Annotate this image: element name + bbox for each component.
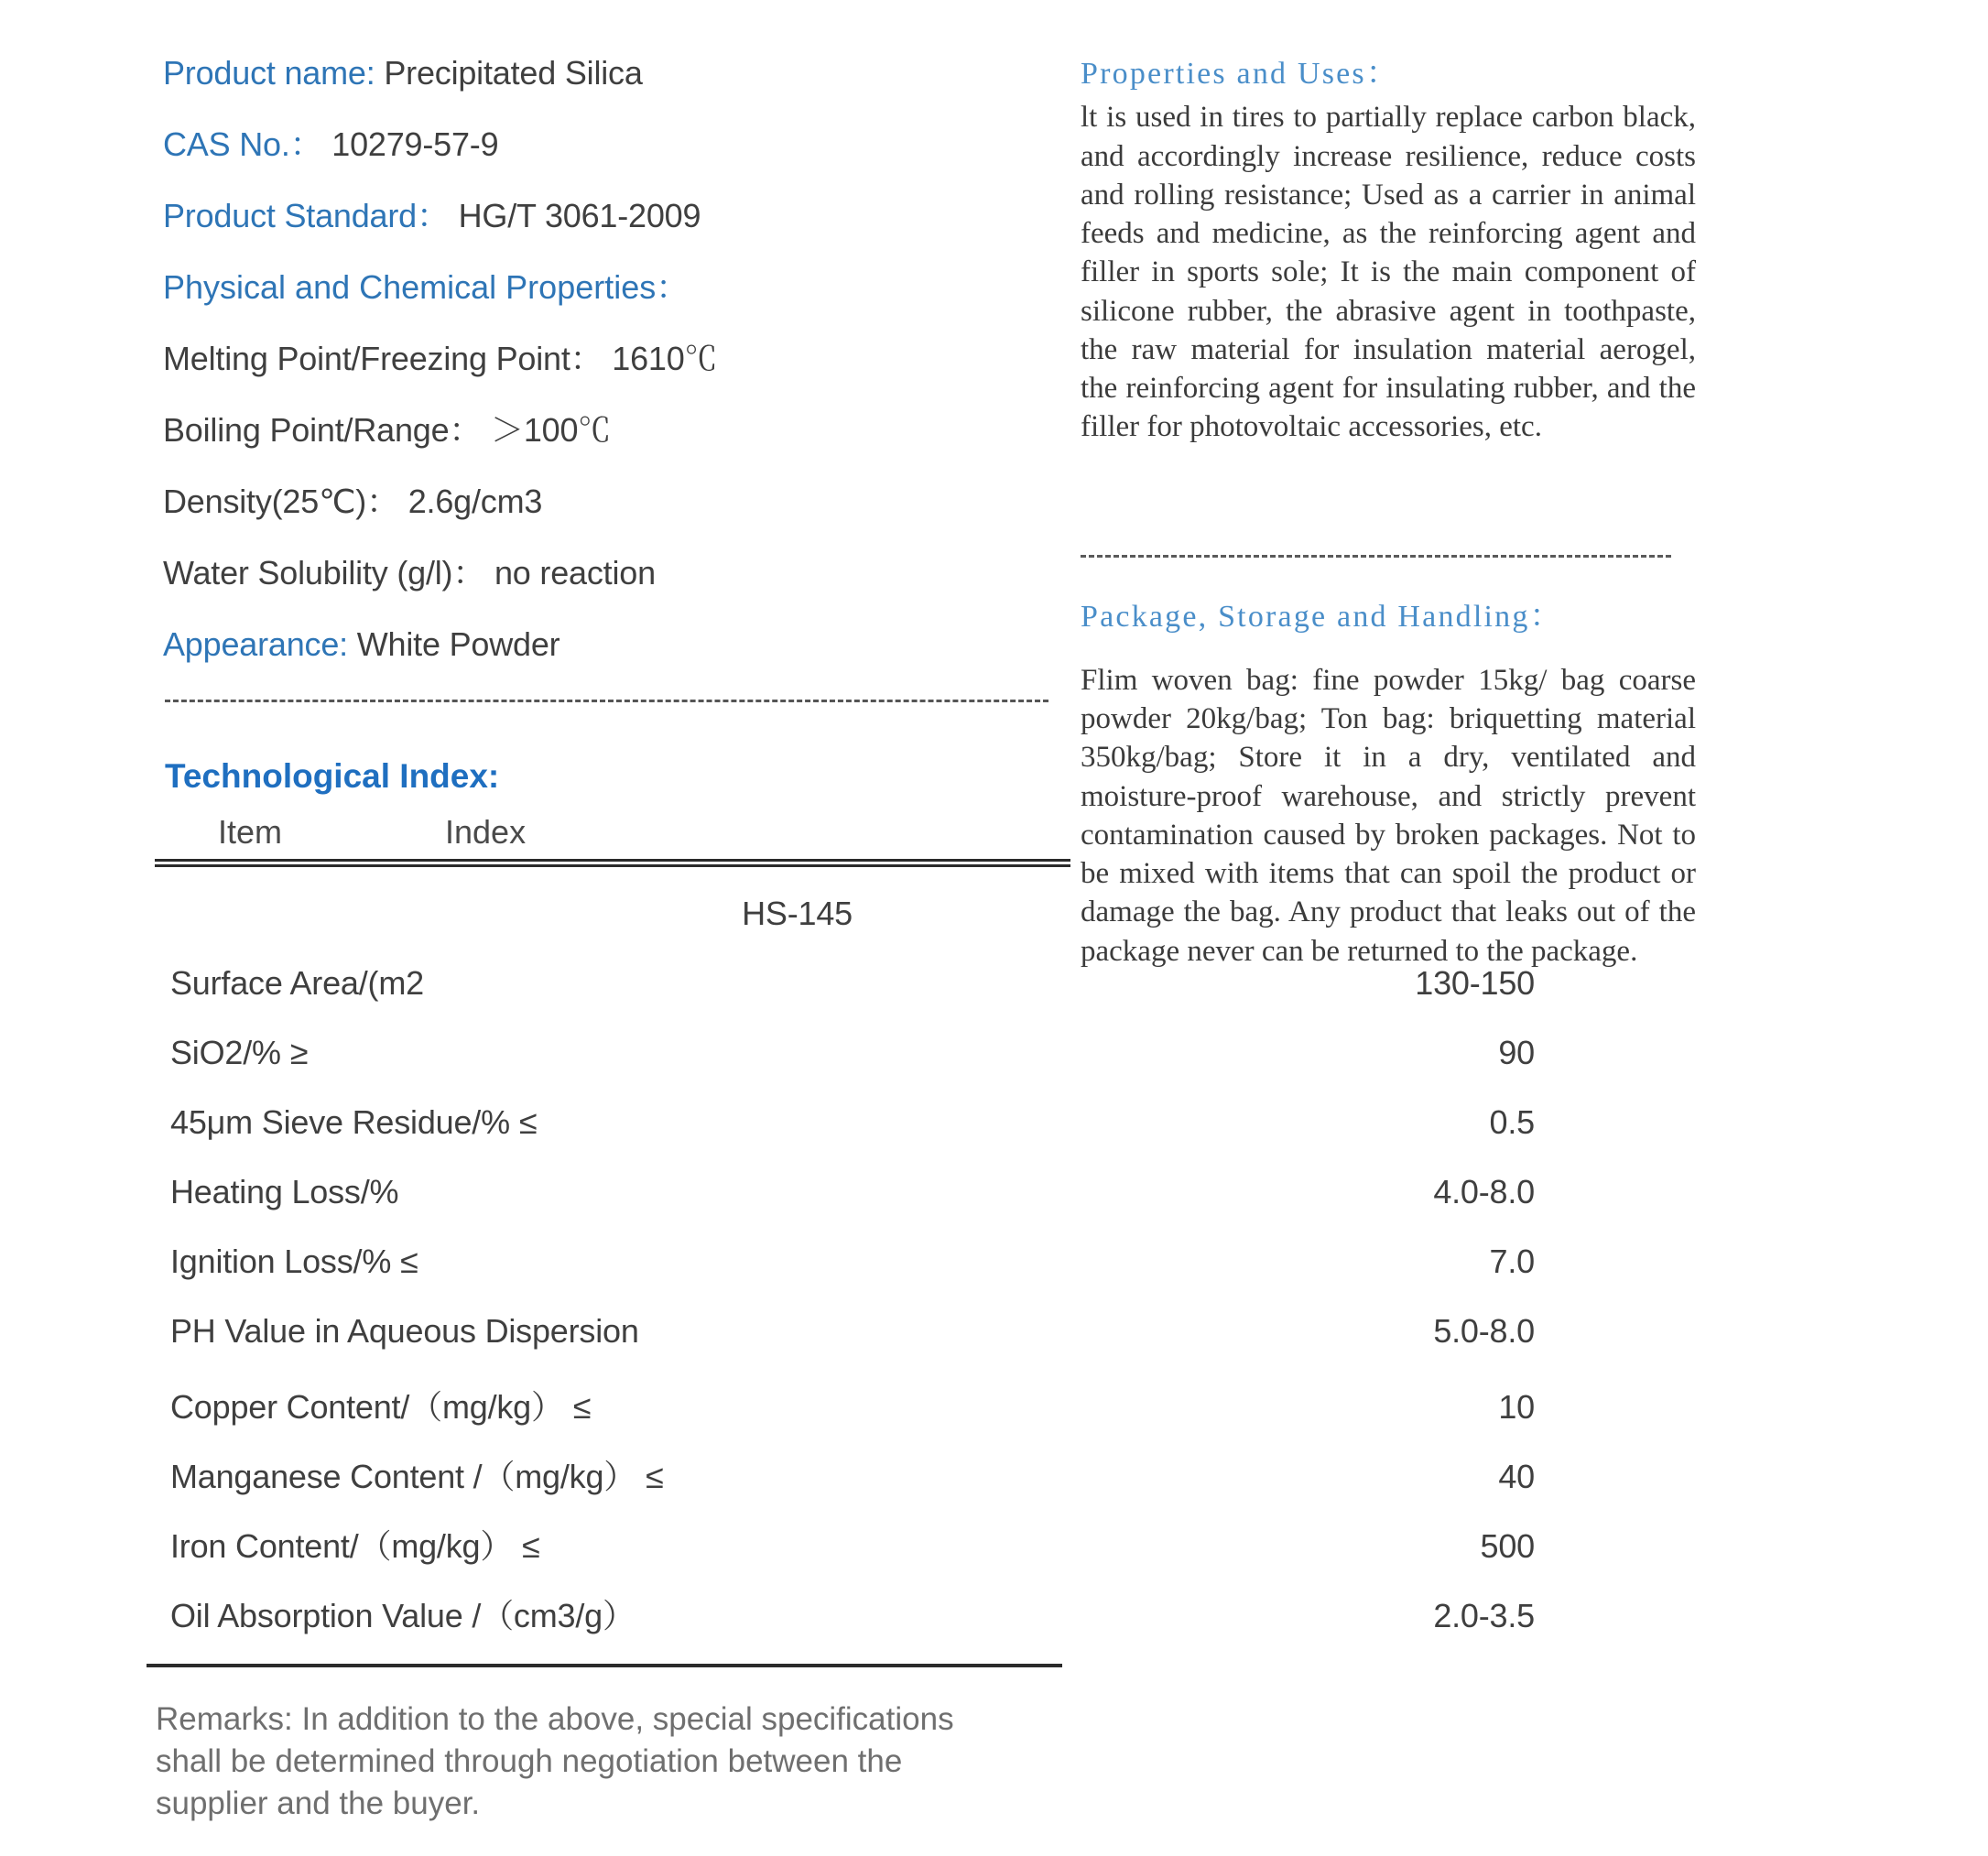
- table-row-value: 500: [1480, 1527, 1535, 1565]
- spec-appearance-value: White Powder: [356, 625, 560, 663]
- spec-density-value: 2.6g/cm3: [407, 483, 543, 520]
- spec-density: [163, 485, 1081, 518]
- spec-product-name: [163, 54, 1081, 92]
- spec-water-solubility-label: Water Solubility (g/l)：: [163, 554, 486, 592]
- spec-cas-no-label: CAS No.：: [163, 125, 323, 163]
- table-row-value: 130-150: [1415, 964, 1535, 1002]
- technological-index-heading: Technological Index:: [165, 757, 500, 795]
- table-row: [170, 1312, 1535, 1362]
- properties-and-uses-heading: Properties and Uses：: [1081, 57, 1400, 91]
- table-row: [170, 1382, 1535, 1431]
- table-row-operator: ≤: [400, 1243, 418, 1280]
- table-row: [170, 1173, 1535, 1222]
- spec-melting-point-value: 1610℃: [612, 340, 718, 377]
- spec-product-name-label: Product name:: [163, 54, 375, 92]
- table-header-row: [170, 813, 1086, 852]
- table-row-value: 90: [1498, 1034, 1535, 1071]
- table-row-item-label: Iron Content/（mg/kg）: [170, 1527, 514, 1565]
- table-row-item-label: Heating Loss/%: [170, 1173, 399, 1210]
- spec-product-standard-label: Product Standard：: [163, 197, 450, 234]
- table-row-value: 10: [1498, 1388, 1535, 1426]
- table-header-rule: [155, 859, 1070, 867]
- package-storage-handling-heading: Package, Storage and Handling：: [1081, 599, 1563, 634]
- table-row: [170, 964, 1535, 1014]
- table-row-item-label: Manganese Content /（mg/kg）: [170, 1458, 637, 1495]
- spec-melting-point-label: Melting Point/Freezing Point：: [163, 340, 603, 377]
- table-row-item-label: Oil Absorption Value /（cm3/g）: [170, 1597, 636, 1634]
- table-header-index: Index: [445, 813, 527, 851]
- table-row: [170, 1590, 1535, 1640]
- package-storage-handling-text: Flim woven bag: fine powder 15kg/ bag coarse powder 20kg/bag; Ton bag: briquetting material 350kg/bag; Store it in a dry, ventilated and moisture-proof warehouse, and strictly prevent contamination caused by broken packages. Not to be mixed with items that can spoil the product or damage the bag. Any product that leaks out of the package never can be returned to the package.: [1081, 663, 1696, 968]
- physical-chemical-properties-heading: Physical and Chemical Properties：: [163, 268, 690, 306]
- spec-boiling-point-value: ＞100℃: [491, 411, 612, 449]
- properties-and-uses-text: lt is used in tires to partially replace carbon black, and accordingly increase resilience, reduce costs and rolling resistance; Used as a carrier in animal feeds and medicine, as the reinforcing agent and filler in sports sole; It is the main component of silicone rubber, the abrasive agent in toothpaste, the raw material for insulation material aerogel, the reinforcing agent for insulating rubber, and the filler for photovoltaic accessories, etc.: [1081, 101, 1696, 444]
- table-row-value: 4.0-8.0: [1433, 1173, 1535, 1210]
- table-row: [170, 1103, 1535, 1153]
- spec-water-solubility: [163, 554, 1081, 592]
- spec-melting-point: [163, 342, 1081, 375]
- spec-product-standard: [163, 197, 1081, 234]
- table-remarks: Remarks: In addition to the above, special specifications shall be determined through negotiation between the supplier and the buyer.: [156, 1701, 954, 1822]
- table-row: [170, 1521, 1535, 1570]
- spec-product-name-value: Precipitated Silica: [384, 54, 643, 92]
- table-row-item: [170, 1312, 853, 1351]
- table-row-item-label: PH Value in Aqueous Dispersion: [170, 1312, 639, 1350]
- technological-index-table: [156, 813, 1535, 1826]
- right-column: [1081, 0, 1703, 1856]
- table-row-operator: ≤: [572, 1388, 592, 1426]
- spec-cas-no: [163, 125, 1081, 163]
- table-row-item: [170, 1451, 853, 1498]
- table-bottom-rule: [147, 1664, 1062, 1667]
- spec-cas-no-value: 10279-57-9: [331, 125, 499, 163]
- table-row-value: 0.5: [1489, 1103, 1535, 1141]
- table-row: [170, 1243, 1535, 1292]
- right-spacer: [1081, 641, 1703, 661]
- table-row-operator: ≤: [518, 1103, 538, 1141]
- table-row-value: 2.0-3.5: [1433, 1597, 1535, 1634]
- table-row-item-label: SiO2/%: [170, 1034, 281, 1071]
- table-row-item: [170, 1034, 853, 1072]
- table-header-item: Item: [218, 813, 283, 851]
- table-row-item: [170, 1382, 853, 1428]
- left-dashed-divider: [165, 700, 1048, 702]
- table-row-item: [170, 1173, 853, 1211]
- spec-appearance-label: Appearance:: [163, 625, 348, 663]
- table-row-value: 7.0: [1489, 1243, 1535, 1280]
- spec-boiling-point: [163, 411, 1081, 449]
- spec-product-standard-value: HG/T 3061-2009: [458, 197, 701, 234]
- table-row-item-label: Copper Content/（mg/kg）: [170, 1388, 564, 1426]
- table-row-item: [170, 1103, 853, 1142]
- table-row-item-label: Ignition Loss/%: [170, 1243, 392, 1280]
- table-row-item: [170, 1243, 853, 1281]
- table-row-item: [170, 1521, 853, 1568]
- right-dashed-divider: [1081, 555, 1671, 558]
- spec-appearance: [163, 625, 1081, 663]
- table-row-value: 40: [1498, 1458, 1535, 1495]
- table-row-value: 5.0-8.0: [1433, 1312, 1535, 1350]
- spec-water-solubility-value: no reaction: [494, 554, 656, 592]
- table-row-item: [170, 964, 853, 1003]
- table-row: [170, 1451, 1535, 1501]
- table-row-operator: ≤: [646, 1458, 664, 1495]
- table-row-operator: ≥: [289, 1034, 309, 1071]
- table-grade-value: HS-145: [742, 895, 853, 932]
- table-grade-row: [170, 895, 1086, 944]
- table-row-operator: ≤: [522, 1527, 540, 1565]
- table-row-item-label: Surface Area/(m2: [170, 964, 424, 1002]
- spec-density-label: Density(25℃)：: [163, 483, 399, 520]
- spec-boiling-point-label: Boiling Point/Range：: [163, 411, 483, 449]
- table-row-item: [170, 1590, 853, 1637]
- table-row: [170, 1034, 1535, 1083]
- table-row-item-label: 45μm Sieve Residue/%: [170, 1103, 510, 1141]
